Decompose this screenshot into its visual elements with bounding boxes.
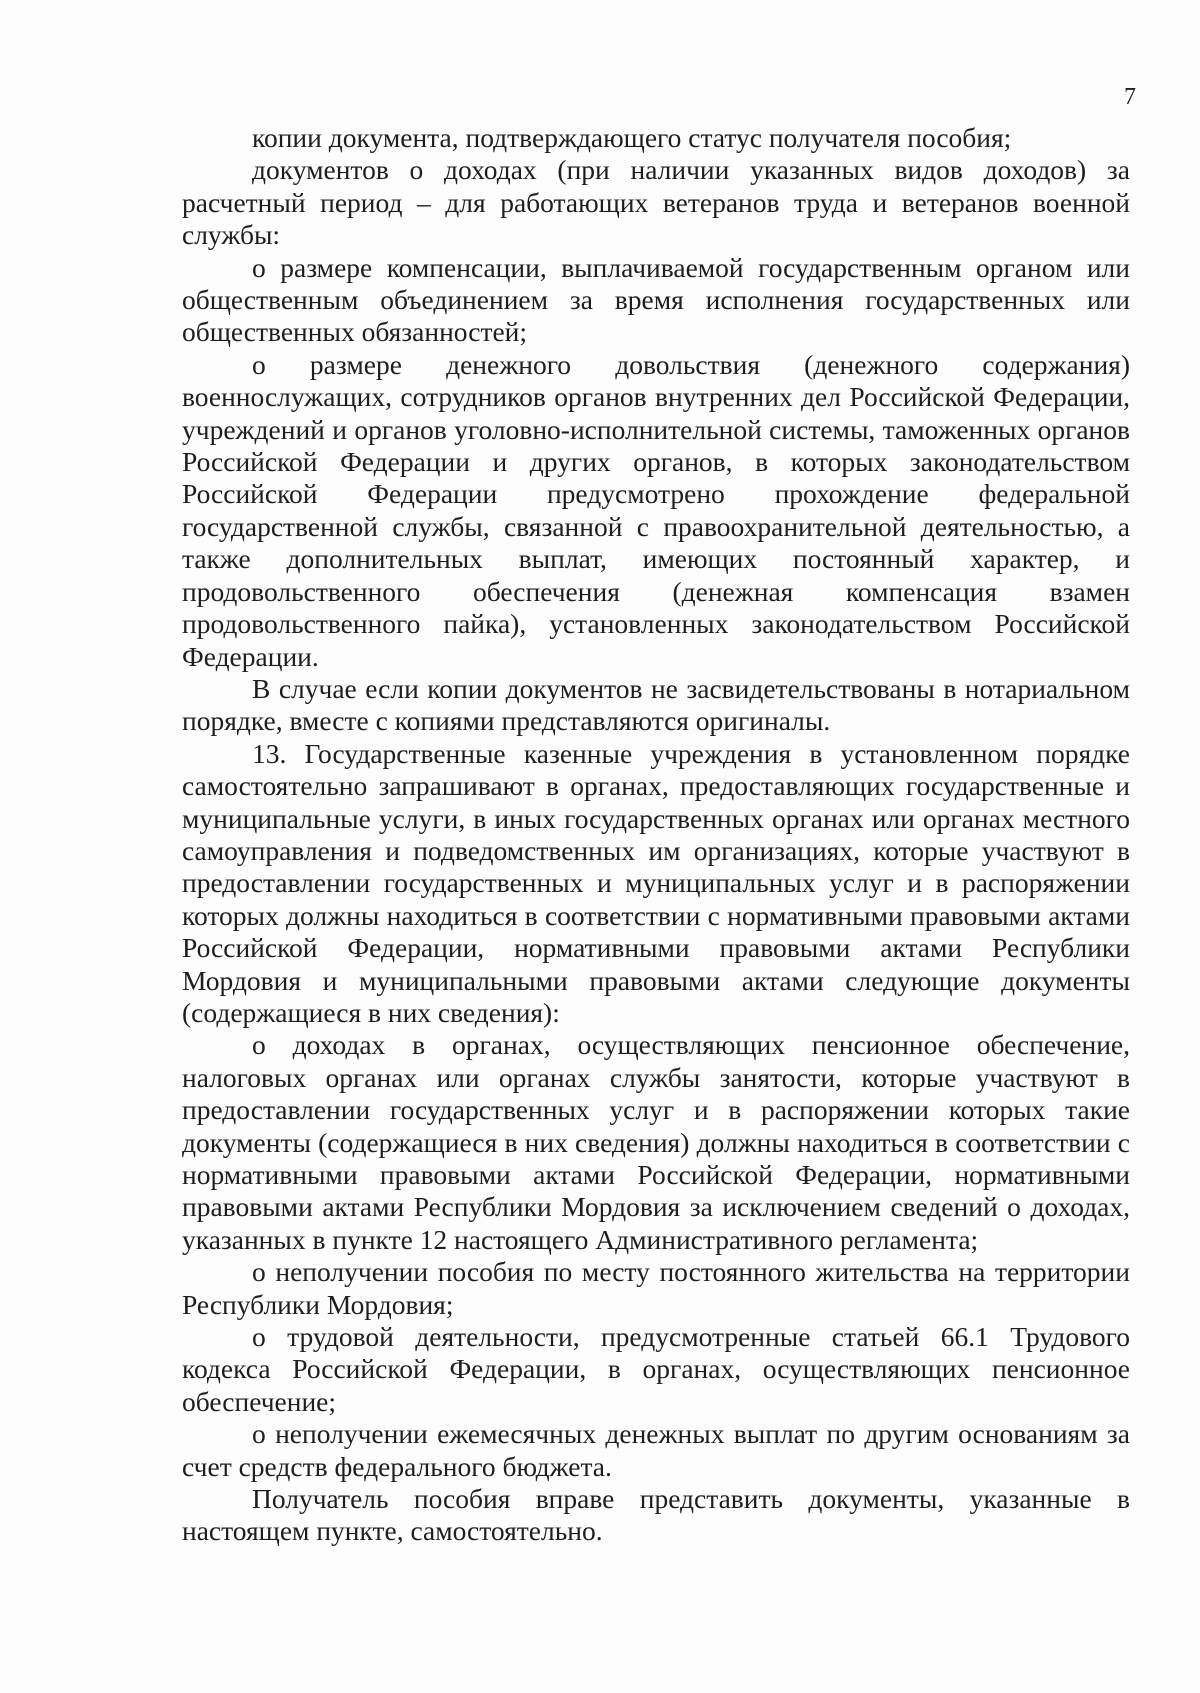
paragraph-copy-status: копии документа, подтверждающего статус получателя пособия; (252, 122, 1012, 153)
paragraph-income-agencies: о доходах в органах, осуществляющих пенсионное обеспечение, налоговых органах или органах службы занятости, которые участвуют в предоставлении государственных услуг и в распоряжении которых такие документы (содержащиеся в них сведения) должны находиться в соответствии с нормативными правовыми актами Российской Федерации, нормативными правовыми актами Республики Мордовия за исключением сведений о доходах, указанных в пункте 12 настоящего Административного регламента; (182, 1029, 1130, 1255)
paragraph-self-submission: Получатель пособия вправе представить документы, указанные в настоящем пункте, самостоятельно. (182, 1483, 1130, 1547)
paragraph-notary: В случае если копии документов не засвидетельствованы в нотариальном порядке, вместе с копиями представляются оригиналы. (182, 672, 1130, 737)
paragraph-allowance: о размере денежного довольствия (денежного содержания) военнослужащих, сотрудников органов внутренних дел Российской Федерации, учреждений и органов уголовно-исполнительной системы, таможенных органов Российской Федерации и других органов, в которых законодательством Российской Федерации предусмотрено прохождение федеральной государственной службы, связанной с правоохранительной деятельностью, а также дополнительных выплат, имеющих постоянный характер, и продовольственного обеспечения (денежная компенсация взамен продовольственного пайка), установленных законодательством Российской Федерации. (182, 348, 1130, 672)
paragraph-item-13: 13. Государственные казенные учреждения в установленном порядке самостоятельно запрашивают в органах, предоставляющих государственные и муниципальные услуги, в иных государственных органах или органах местного самоуправления и подведомственных им организациях, которые участвуют в предоставлении государственных и муниципальных услуг и в распоряжении которых должны находиться в соответствии с нормативными правовыми актами Российской Федерации, нормативными правовыми актами Республики Мордовия и муниципальными правовыми актами следующие документы (содержащиеся в них сведения): (182, 737, 1130, 1028)
paragraph-non-receipt-payments: о неполучении ежемесячных денежных выплат по другим основаниям за счет средств федерального бюджета. (182, 1418, 1130, 1482)
page-number: 7 (1124, 84, 1136, 110)
document-body (182, 122, 1130, 1548)
paragraph-income-documents: документов о доходах (при наличии указанных видов доходов) за расчетный период – для работающих ветеранов труда и ветеранов военной службы: (182, 154, 1130, 251)
paragraph-compensation: о размере компенсации, выплачиваемой государственным органом или общественным объединением за время исполнения государственных или общественных обязанностей; (182, 251, 1130, 348)
paragraph-non-receipt-benefit: о неполучении пособия по месту постоянного жительства на территории Республики Мордовия; (182, 1256, 1130, 1320)
paragraph-labor-activity: о трудовой деятельности, предусмотренные статьей 66.1 Трудового кодекса Российской Федерации, в органах, осуществляющих пенсионное обеспечение; (182, 1321, 1130, 1417)
